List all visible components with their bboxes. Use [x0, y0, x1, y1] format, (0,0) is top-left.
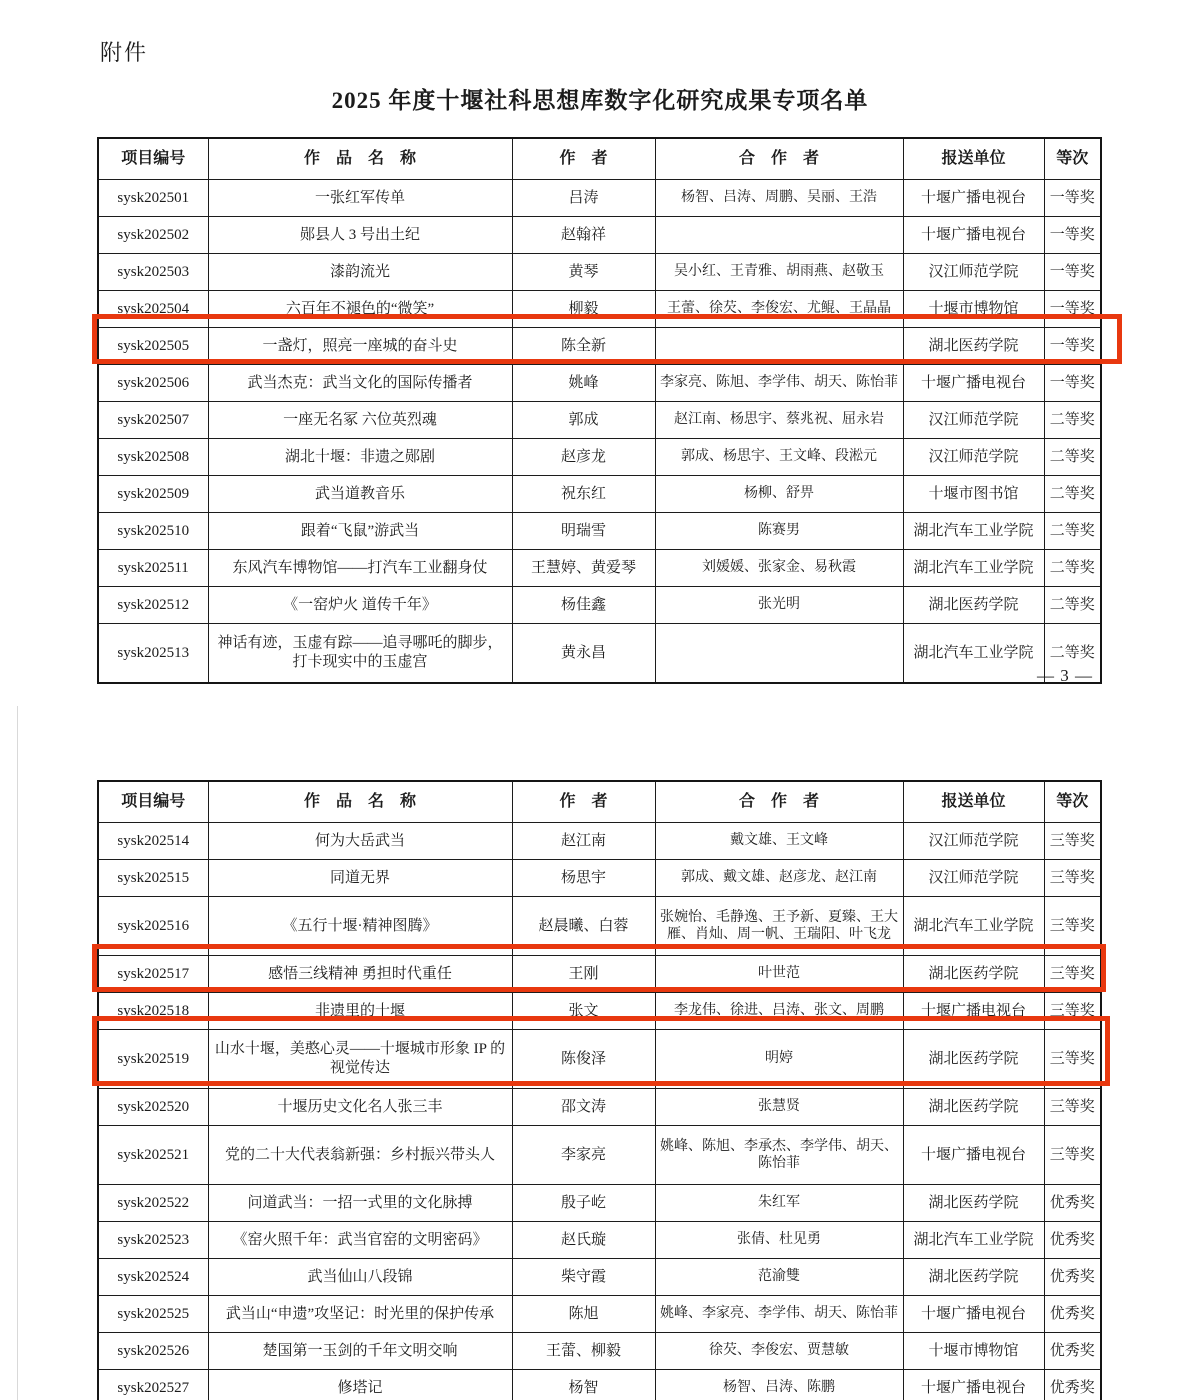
- cell-project-id: sysk202522: [98, 1185, 208, 1222]
- cell-project-id: sysk202512: [98, 587, 208, 624]
- cell-award: 三等奖: [1044, 956, 1101, 993]
- cell-award: 一等奖: [1044, 291, 1101, 328]
- page-edge-line: [17, 706, 18, 1400]
- cell-project-id: sysk202526: [98, 1333, 208, 1370]
- cell-collaborators: [655, 217, 903, 254]
- cell-collaborators: [655, 328, 903, 365]
- cell-author: 邵文涛: [512, 1089, 655, 1126]
- cell-unit: 汉江师范学院: [903, 439, 1044, 476]
- cell-unit: 湖北医药学院: [903, 1259, 1044, 1296]
- cell-project-id: sysk202521: [98, 1126, 208, 1185]
- cell-collaborators: 杨智、吕涛、周鹏、吴丽、王浩: [655, 180, 903, 217]
- cell-unit: 十堰广播电视台: [903, 180, 1044, 217]
- page-title: 2025 年度十堰社科思想库数字化研究成果专项名单: [331, 88, 869, 113]
- table-row: [98, 1126, 1101, 1185]
- col-project-id: 项目编号: [98, 138, 208, 180]
- table-row: [98, 1259, 1101, 1296]
- awards-table-page-3: [97, 137, 1102, 684]
- col-project-id: 项目编号: [98, 781, 208, 823]
- cell-collaborators: 叶世范: [655, 956, 903, 993]
- cell-project-id: sysk202505: [98, 328, 208, 365]
- cell-work-title: 武当仙山八段锦: [208, 1259, 512, 1296]
- cell-collaborators: [655, 624, 903, 684]
- cell-project-id: sysk202525: [98, 1296, 208, 1333]
- table-row: [98, 1370, 1101, 1400]
- cell-work-title: 湖北十堰：非遗之郧剧: [208, 439, 512, 476]
- cell-unit: 汉江师范学院: [903, 823, 1044, 860]
- cell-unit: 湖北医药学院: [903, 1185, 1044, 1222]
- table-row: [98, 897, 1101, 956]
- col-author: 作 者: [512, 781, 655, 823]
- cell-author: 王刚: [512, 956, 655, 993]
- cell-unit: 湖北汽车工业学院: [903, 897, 1044, 956]
- cell-unit: 十堰广播电视台: [903, 1296, 1044, 1333]
- cell-author: 赵翰祥: [512, 217, 655, 254]
- cell-award: 二等奖: [1044, 624, 1101, 684]
- cell-award: 二等奖: [1044, 439, 1101, 476]
- table-row: [98, 476, 1101, 513]
- cell-collaborators: 张婉怡、毛静逸、王予新、夏臻、王大雁、肖灿、周一帆、王瑞阳、叶飞龙: [655, 897, 903, 956]
- cell-collaborators: 范渝雙: [655, 1259, 903, 1296]
- table-row: [98, 217, 1101, 254]
- cell-collaborators: 张慧贤: [655, 1089, 903, 1126]
- cell-work-title: 武当道教音乐: [208, 476, 512, 513]
- table-row: [98, 550, 1101, 587]
- page-number: — 3 —: [1037, 666, 1093, 685]
- table-row-highlighted: [98, 328, 1101, 365]
- cell-project-id: sysk202514: [98, 823, 208, 860]
- table-row: [98, 1222, 1101, 1259]
- cell-project-id: sysk202518: [98, 993, 208, 1030]
- cell-unit: 湖北汽车工业学院: [903, 550, 1044, 587]
- cell-project-id: sysk202517: [98, 956, 208, 993]
- cell-unit: 十堰广播电视台: [903, 1370, 1044, 1400]
- cell-award: 优秀奖: [1044, 1333, 1101, 1370]
- cell-author: 杨佳鑫: [512, 587, 655, 624]
- cell-project-id: sysk202511: [98, 550, 208, 587]
- cell-work-title: 修塔记: [208, 1370, 512, 1400]
- cell-award: 二等奖: [1044, 587, 1101, 624]
- cell-project-id: sysk202527: [98, 1370, 208, 1400]
- cell-project-id: sysk202501: [98, 180, 208, 217]
- cell-project-id: sysk202515: [98, 860, 208, 897]
- cell-award: 三等奖: [1044, 860, 1101, 897]
- cell-author: 赵江南: [512, 823, 655, 860]
- table-row: [98, 1089, 1101, 1126]
- cell-unit: 湖北汽车工业学院: [903, 624, 1044, 684]
- col-unit: 报送单位: [903, 781, 1044, 823]
- cell-author: 王慧婷、黄爱琴: [512, 550, 655, 587]
- cell-unit: 十堰广播电视台: [903, 1126, 1044, 1185]
- cell-award: 三等奖: [1044, 993, 1101, 1030]
- cell-work-title: 神话有迹，玉虚有踪——追寻哪吒的脚步，打卡现实中的玉虚宫: [208, 624, 512, 684]
- cell-author: 柳毅: [512, 291, 655, 328]
- cell-work-title: 何为大岳武当: [208, 823, 512, 860]
- cell-award: 一等奖: [1044, 180, 1101, 217]
- cell-collaborators: 杨智、吕涛、陈鹏: [655, 1370, 903, 1400]
- col-collaborators: 合 作 者: [655, 138, 903, 180]
- cell-project-id: sysk202502: [98, 217, 208, 254]
- cell-author: 赵氏璇: [512, 1222, 655, 1259]
- cell-author: 黄永昌: [512, 624, 655, 684]
- table-row: [98, 439, 1101, 476]
- cell-collaborators: 王蕾、徐芡、李俊宏、尤鲲、王晶晶: [655, 291, 903, 328]
- col-author: 作 者: [512, 138, 655, 180]
- cell-work-title: 山水十堰，美憨心灵——十堰城市形象 IP 的视觉传达: [208, 1030, 512, 1089]
- cell-author: 张文: [512, 993, 655, 1030]
- col-collaborators: 合 作 者: [655, 781, 903, 823]
- cell-unit: 十堰市图书馆: [903, 476, 1044, 513]
- table-row-highlighted: [98, 956, 1101, 993]
- cell-work-title: 郧县人 3 号出土纪: [208, 217, 512, 254]
- cell-project-id: sysk202508: [98, 439, 208, 476]
- cell-project-id: sysk202523: [98, 1222, 208, 1259]
- cell-award: 优秀奖: [1044, 1296, 1101, 1333]
- cell-project-id: sysk202506: [98, 365, 208, 402]
- table-row: [98, 993, 1101, 1030]
- cell-collaborators: 张光明: [655, 587, 903, 624]
- cell-author: 杨智: [512, 1370, 655, 1400]
- cell-collaborators: 张倩、杜见勇: [655, 1222, 903, 1259]
- cell-collaborators: 刘媛媛、张家金、易秋霞: [655, 550, 903, 587]
- cell-author: 祝东红: [512, 476, 655, 513]
- cell-work-title: 六百年不褪色的“微笑”: [208, 291, 512, 328]
- cell-work-title: 跟着“飞鼠”游武当: [208, 513, 512, 550]
- cell-work-title: 一座无名冢 六位英烈魂: [208, 402, 512, 439]
- col-award: 等次: [1044, 781, 1101, 823]
- cell-collaborators: 陈赛男: [655, 513, 903, 550]
- cell-award: 二等奖: [1044, 550, 1101, 587]
- table-row: [98, 291, 1101, 328]
- cell-work-title: 十堰历史文化名人张三丰: [208, 1089, 512, 1126]
- cell-work-title: 感悟三线精神 勇担时代重任: [208, 956, 512, 993]
- col-award: 等次: [1044, 138, 1101, 180]
- cell-project-id: sysk202519: [98, 1030, 208, 1089]
- cell-work-title: 《五行十堰·精神图腾》: [208, 897, 512, 956]
- cell-collaborators: 郭成、杨思宇、王文峰、段淞元: [655, 439, 903, 476]
- table-header-row: [98, 781, 1101, 823]
- table-row: [98, 180, 1101, 217]
- cell-collaborators: 吴小红、王青雅、胡雨燕、赵敬玉: [655, 254, 903, 291]
- cell-collaborators: 杨柳、舒畀: [655, 476, 903, 513]
- cell-award: 二等奖: [1044, 402, 1101, 439]
- cell-unit: 十堰市博物馆: [903, 291, 1044, 328]
- table-row: [98, 513, 1101, 550]
- cell-collaborators: 徐芡、李俊宏、贾慧敏: [655, 1333, 903, 1370]
- table-row: [98, 587, 1101, 624]
- cell-work-title: 非遗里的十堰: [208, 993, 512, 1030]
- cell-work-title: 《一窑炉火 道传千年》: [208, 587, 512, 624]
- attachment-label: 附件: [100, 40, 149, 65]
- cell-award: 三等奖: [1044, 1089, 1101, 1126]
- cell-collaborators: 姚峰、李家亮、李学伟、胡天、陈怡菲: [655, 1296, 903, 1333]
- cell-unit: 湖北医药学院: [903, 1030, 1044, 1089]
- cell-award: 二等奖: [1044, 513, 1101, 550]
- cell-award: 三等奖: [1044, 1030, 1101, 1089]
- cell-author: 明瑞雪: [512, 513, 655, 550]
- table-row-highlighted: [98, 1030, 1101, 1089]
- cell-author: 陈俊泽: [512, 1030, 655, 1089]
- awards-table-page-4: [97, 780, 1102, 1400]
- table-row: [98, 402, 1101, 439]
- table-row: [98, 365, 1101, 402]
- cell-author: 王蕾、柳毅: [512, 1333, 655, 1370]
- cell-author: 赵晨曦、白蓉: [512, 897, 655, 956]
- cell-author: 陈旭: [512, 1296, 655, 1333]
- cell-collaborators: 姚峰、陈旭、李承杰、李学伟、胡天、陈怡菲: [655, 1126, 903, 1185]
- col-work-title: 作 品 名 称: [208, 781, 512, 823]
- cell-unit: 汉江师范学院: [903, 860, 1044, 897]
- cell-work-title: 漆韵流光: [208, 254, 512, 291]
- cell-award: 优秀奖: [1044, 1370, 1101, 1400]
- cell-author: 柴守霞: [512, 1259, 655, 1296]
- cell-collaborators: 朱红军: [655, 1185, 903, 1222]
- cell-unit: 十堰广播电视台: [903, 365, 1044, 402]
- cell-author: 李家亮: [512, 1126, 655, 1185]
- cell-work-title: 党的二十大代表翁新强：乡村振兴带头人: [208, 1126, 512, 1185]
- cell-work-title: 楚国第一玉剑的千年文明交响: [208, 1333, 512, 1370]
- cell-author: 姚峰: [512, 365, 655, 402]
- cell-author: 黄琴: [512, 254, 655, 291]
- cell-project-id: sysk202510: [98, 513, 208, 550]
- cell-project-id: sysk202507: [98, 402, 208, 439]
- cell-collaborators: 郭成、戴文雄、赵彦龙、赵江南: [655, 860, 903, 897]
- cell-award: 优秀奖: [1044, 1185, 1101, 1222]
- cell-collaborators: 李龙伟、徐进、吕涛、张文、周鹏: [655, 993, 903, 1030]
- cell-work-title: 东风汽车博物馆——打汽车工业翻身仗: [208, 550, 512, 587]
- cell-work-title: 武当杰克：武当文化的国际传播者: [208, 365, 512, 402]
- table-row: [98, 1333, 1101, 1370]
- cell-award: 一等奖: [1044, 328, 1101, 365]
- table-row: [98, 1185, 1101, 1222]
- cell-author: 赵彦龙: [512, 439, 655, 476]
- cell-author: 郭成: [512, 402, 655, 439]
- table-row: [98, 823, 1101, 860]
- cell-project-id: sysk202509: [98, 476, 208, 513]
- cell-award: 优秀奖: [1044, 1259, 1101, 1296]
- cell-project-id: sysk202513: [98, 624, 208, 684]
- cell-work-title: 问道武当：一招一式里的文化脉搏: [208, 1185, 512, 1222]
- cell-unit: 湖北汽车工业学院: [903, 1222, 1044, 1259]
- cell-author: 吕涛: [512, 180, 655, 217]
- table-row: [98, 860, 1101, 897]
- cell-unit: 汉江师范学院: [903, 402, 1044, 439]
- cell-award: 一等奖: [1044, 217, 1101, 254]
- cell-award: 三等奖: [1044, 1126, 1101, 1185]
- cell-unit: 十堰市博物馆: [903, 1333, 1044, 1370]
- cell-work-title: 《窑火照千年：武当官窑的文明密码》: [208, 1222, 512, 1259]
- cell-work-title: 一盏灯，照亮一座城的奋斗史: [208, 328, 512, 365]
- cell-unit: 十堰广播电视台: [903, 993, 1044, 1030]
- cell-award: 三等奖: [1044, 823, 1101, 860]
- cell-unit: 湖北汽车工业学院: [903, 513, 1044, 550]
- cell-unit: 湖北医药学院: [903, 328, 1044, 365]
- col-work-title: 作 品 名 称: [208, 138, 512, 180]
- cell-work-title: 同道无界: [208, 860, 512, 897]
- cell-author: 杨思宇: [512, 860, 655, 897]
- cell-unit: 十堰广播电视台: [903, 217, 1044, 254]
- cell-work-title: 一张红军传单: [208, 180, 512, 217]
- cell-award: 一等奖: [1044, 254, 1101, 291]
- cell-award: 二等奖: [1044, 476, 1101, 513]
- cell-author: 殷子屹: [512, 1185, 655, 1222]
- table-row: [98, 624, 1101, 684]
- cell-project-id: sysk202524: [98, 1259, 208, 1296]
- cell-award: 三等奖: [1044, 897, 1101, 956]
- cell-unit: 湖北医药学院: [903, 1089, 1044, 1126]
- cell-project-id: sysk202520: [98, 1089, 208, 1126]
- cell-collaborators: 明婷: [655, 1030, 903, 1089]
- table-header-row: [98, 138, 1101, 180]
- cell-unit: 湖北医药学院: [903, 956, 1044, 993]
- col-unit: 报送单位: [903, 138, 1044, 180]
- cell-work-title: 武当山“申遗”攻坚记：时光里的保护传承: [208, 1296, 512, 1333]
- cell-unit: 汉江师范学院: [903, 254, 1044, 291]
- cell-award: 一等奖: [1044, 365, 1101, 402]
- cell-collaborators: 赵江南、杨思宇、蔡兆祝、屈永岩: [655, 402, 903, 439]
- table-row: [98, 254, 1101, 291]
- table-row: [98, 1296, 1101, 1333]
- cell-project-id: sysk202504: [98, 291, 208, 328]
- cell-collaborators: 戴文雄、王文峰: [655, 823, 903, 860]
- cell-award: 优秀奖: [1044, 1222, 1101, 1259]
- cell-unit: 湖北医药学院: [903, 587, 1044, 624]
- cell-project-id: sysk202503: [98, 254, 208, 291]
- cell-author: 陈全新: [512, 328, 655, 365]
- cell-collaborators: 李家亮、陈旭、李学伟、胡天、陈怡菲: [655, 365, 903, 402]
- cell-project-id: sysk202516: [98, 897, 208, 956]
